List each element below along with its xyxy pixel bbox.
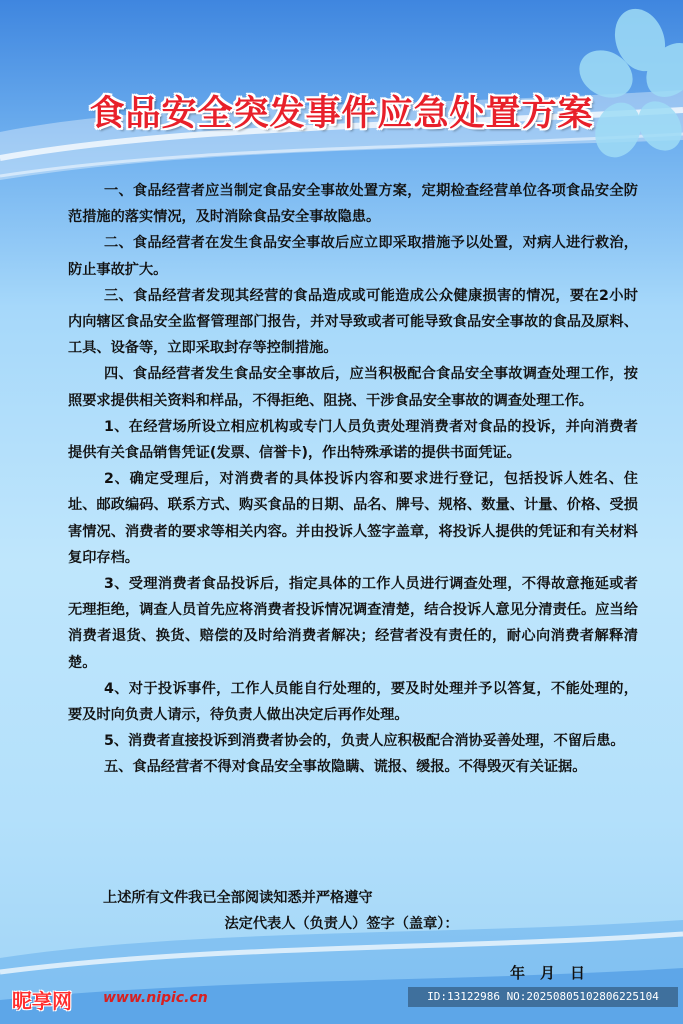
paragraph: 三、食品经营者发现其经营的食品造成或可能造成公众健康损害的情况，要在2小时内向辖区食品安全监督管理部门报告，并对导致或者可能导致食品安全事故的食品及原料、工具、设备等，立即采取封存等控制措施。 (68, 287, 638, 357)
paragraph: 5、消费者直接投诉到消费者协会的，负责人应积极配合消协妥善处理，不留后患。 (104, 733, 625, 750)
paragraph: 3、受理消费者食品投诉后，指定具体的工作人员进行调查处理，不得故意拖延或者无理拒绝，调查人员首先应将消费者投诉情况调查清楚，结合投诉人意见分清责任。应当给消费者退货、换货、赔偿的及时给消费者解决；经营者没有责任的，耐心向消费者解释清楚。 (68, 576, 638, 671)
final-note: 上述所有文件我已全部阅读知悉并严格遵守 (103, 890, 373, 906)
paragraph: 一、食品经营者应当制定食品安全事故处置方案，定期检查经营单位各项食品安全防范措施的落实情况，及时消除食品安全事故隐患。 (68, 183, 638, 226)
document-body (68, 178, 638, 781)
watermark-url: www.nipic.cn (103, 990, 208, 1006)
date-line: 年 月 日 (510, 964, 586, 982)
paragraph: 2、确定受理后，对消费者的具体投诉内容和要求进行登记，包括投诉人姓名、住址、邮政编码、联系方式、购买食品的日期、品名、牌号、规格、数量、计量、价格、受损害情况、消费者的要求等相关内容。并由投诉人签字盖章，将投诉人提供的凭证和有关材料复印存档。 (68, 471, 638, 566)
watermark-id: ID:13122986 NO:20250805102806225104 (408, 987, 678, 1007)
paragraph: 四、食品经营者发生食品安全事故后，应当积极配合食品安全事故调查处理工作，按照要求提供相关资料和样品，不得拒绝、阻挠、干涉食品安全事故的调查处理工作。 (68, 366, 638, 409)
paragraph: 1、在经营场所设立相应机构或专门人员负责处理消费者对食品的投诉，并向消费者提供有关食品销售凭证(发票、信誉卡)，作出特殊承诺的提供书面凭证。 (68, 418, 638, 462)
paragraph: 4、对于投诉事件，工作人员能自行处理的，要及时处理并予以答复，不能处理的，要及时向负责人请示，待负责人做出决定后再作处理。 (68, 680, 638, 724)
paragraph: 五、食品经营者不得对食品安全事故隐瞒、谎报、缓报。不得毁灭有关证据。 (104, 759, 587, 776)
page-title: 食品安全突发事件应急处置方案 (89, 94, 594, 134)
signature-line: 法定代表人（负责人）签字（盖章）： (224, 916, 459, 932)
paragraph: 二、食品经营者在发生食品安全事故后应立即采取措施予以处置，对病人进行救治，防止事故扩大。 (68, 235, 638, 278)
watermark-logo: 昵享网 (12, 989, 72, 1013)
